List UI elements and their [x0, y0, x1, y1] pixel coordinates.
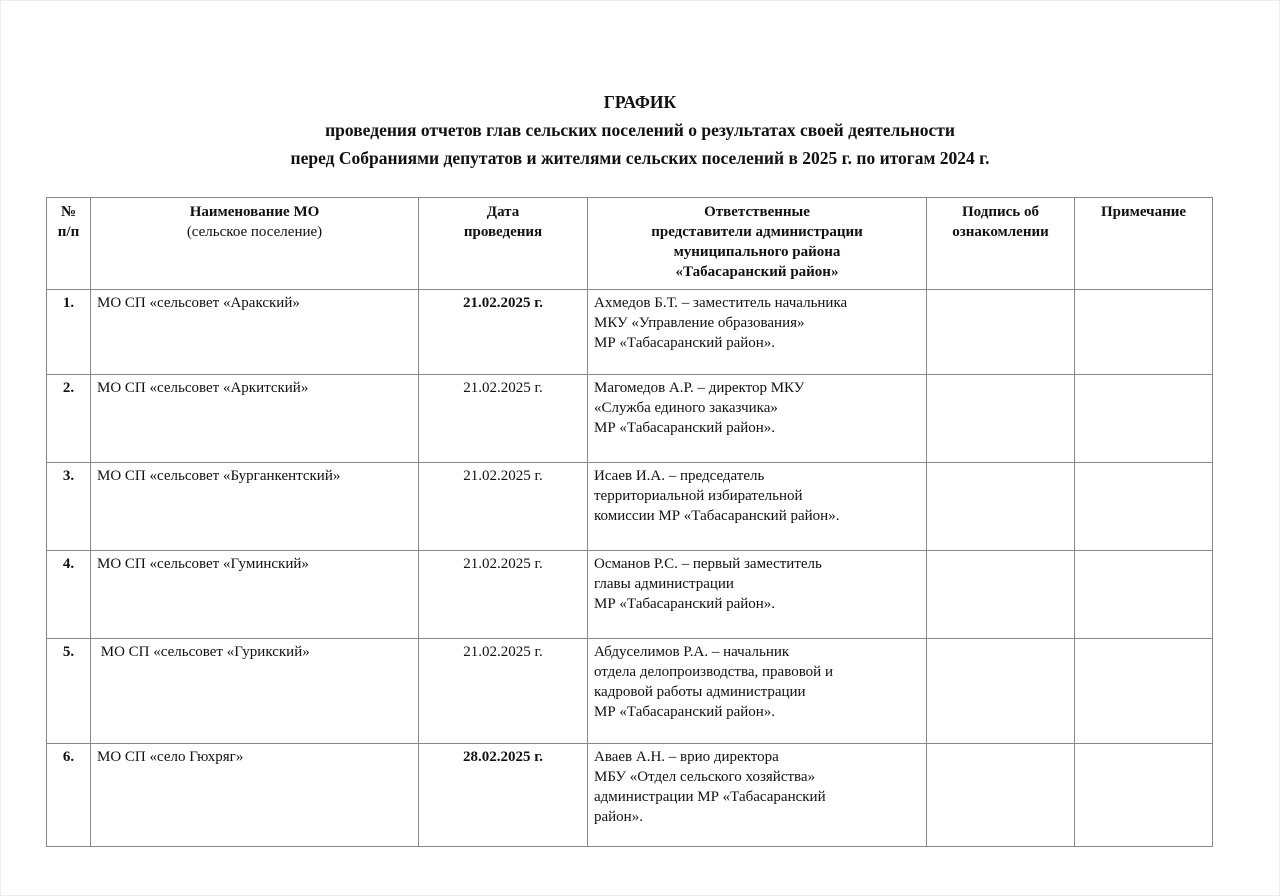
- responsible-line: Магомедов А.Р. – директор МКУ: [594, 380, 805, 396]
- table-row: [47, 551, 1213, 639]
- note-cell: [1075, 290, 1213, 375]
- header-note: [1075, 198, 1213, 290]
- title-line-3: перед Собраниями депутатов и жителями сельских поселений в 2025 г. по итогам 2024 г.: [290, 148, 990, 168]
- responsible-line: отдела делопроизводства, правовой и: [594, 664, 833, 680]
- responsible-line: территориальной избирательной: [594, 488, 803, 504]
- responsible-line: Ахмедов Б.Т. – заместитель начальника: [594, 295, 848, 311]
- title-line-1: ГРАФИК: [603, 92, 677, 112]
- header-text: муниципального района: [673, 244, 841, 260]
- header-signature: [927, 198, 1075, 290]
- event-date: 21.02.2025 г.: [419, 463, 588, 551]
- header-text: «Табасаранский район»: [675, 264, 839, 280]
- responsible-person: [588, 551, 927, 639]
- note-cell: [1075, 463, 1213, 551]
- event-date: 21.02.2025 г.: [419, 290, 588, 375]
- signature-cell[interactable]: [927, 463, 1075, 551]
- event-date: 21.02.2025 г.: [419, 375, 588, 463]
- table-row: [47, 463, 1213, 551]
- signature-cell[interactable]: [927, 290, 1075, 375]
- header-text: Подпись об: [962, 204, 1039, 220]
- responsible-line: МР «Табасаранский район».: [594, 704, 776, 720]
- header-text: №: [60, 204, 77, 220]
- header-text: ознакомлении: [952, 224, 1049, 240]
- row-number: 4.: [47, 551, 91, 639]
- signature-cell[interactable]: [927, 639, 1075, 744]
- table-row: [47, 744, 1213, 847]
- responsible-person: [588, 375, 927, 463]
- header-text: п/п: [57, 224, 80, 240]
- event-date: 21.02.2025 г.: [419, 551, 588, 639]
- header-text: Наименование МО: [189, 204, 320, 220]
- header-text: проведения: [463, 224, 543, 240]
- schedule-table: [46, 197, 1213, 847]
- responsible-line: Аваев А.Н. – врио директора: [594, 749, 779, 765]
- responsible-line: кадровой работы администрации: [594, 684, 806, 700]
- responsible-person: [588, 639, 927, 744]
- responsible-line: район».: [594, 809, 643, 825]
- responsible-line: МР «Табасаранский район».: [594, 420, 776, 436]
- row-number: 2.: [47, 375, 91, 463]
- responsible-line: Османов Р.С. – первый заместитель: [594, 556, 822, 572]
- responsible-line: администрации МР «Табасаранский: [594, 789, 826, 805]
- mo-name: МО СП «сельсовет «Гурикский»: [91, 639, 419, 744]
- document-title: [0, 88, 1280, 172]
- table-row: [47, 290, 1213, 375]
- responsible-line: МБУ «Отдел сельского хозяйства»: [594, 769, 816, 785]
- header-responsible: [588, 198, 927, 290]
- note-cell: [1075, 551, 1213, 639]
- header-text: Дата: [486, 204, 520, 220]
- mo-name: МО СП «сельсовет «Аркитский»: [91, 375, 419, 463]
- table-header-row: [47, 198, 1213, 290]
- mo-name: МО СП «сельсовет «Гуминский»: [91, 551, 419, 639]
- responsible-person: [588, 290, 927, 375]
- responsible-person: [588, 744, 927, 847]
- row-number: 3.: [47, 463, 91, 551]
- note-cell: [1075, 639, 1213, 744]
- row-number: 5.: [47, 639, 91, 744]
- header-text: Примечание: [1100, 204, 1187, 220]
- signature-cell[interactable]: [927, 551, 1075, 639]
- mo-name: МО СП «село Гюхряг»: [91, 744, 419, 847]
- signature-cell[interactable]: [927, 744, 1075, 847]
- title-line-2: проведения отчетов глав сельских поселений о результатах своей деятельности: [325, 120, 955, 140]
- signature-cell[interactable]: [927, 375, 1075, 463]
- header-date: [419, 198, 588, 290]
- responsible-line: Исаев И.А. – председатель: [594, 468, 765, 484]
- row-number: 1.: [47, 290, 91, 375]
- responsible-line: МКУ «Управление образования»: [594, 315, 805, 331]
- mo-name: МО СП «сельсовет «Бурганкентский»: [91, 463, 419, 551]
- row-number: 6.: [47, 744, 91, 847]
- responsible-person: [588, 463, 927, 551]
- responsible-line: МР «Табасаранский район».: [594, 596, 776, 612]
- note-cell: [1075, 744, 1213, 847]
- note-cell: [1075, 375, 1213, 463]
- table-row: [47, 639, 1213, 744]
- event-date: 28.02.2025 г.: [419, 744, 588, 847]
- header-text: (сельское поселение): [186, 224, 323, 240]
- header-num: [47, 198, 91, 290]
- table-row: [47, 375, 1213, 463]
- header-text: Ответственные: [704, 204, 810, 220]
- responsible-line: «Служба единого заказчика»: [594, 400, 778, 416]
- header-mo: [91, 198, 419, 290]
- responsible-line: Абдуселимов Р.А. – начальник: [594, 644, 790, 660]
- event-date: 21.02.2025 г.: [419, 639, 588, 744]
- mo-name: МО СП «сельсовет «Аракский»: [91, 290, 419, 375]
- responsible-line: МР «Табасаранский район».: [594, 335, 776, 351]
- responsible-line: комиссии МР «Табасаранский район».: [594, 508, 840, 524]
- header-text: представители администрации: [651, 224, 863, 240]
- responsible-line: главы администрации: [594, 576, 734, 592]
